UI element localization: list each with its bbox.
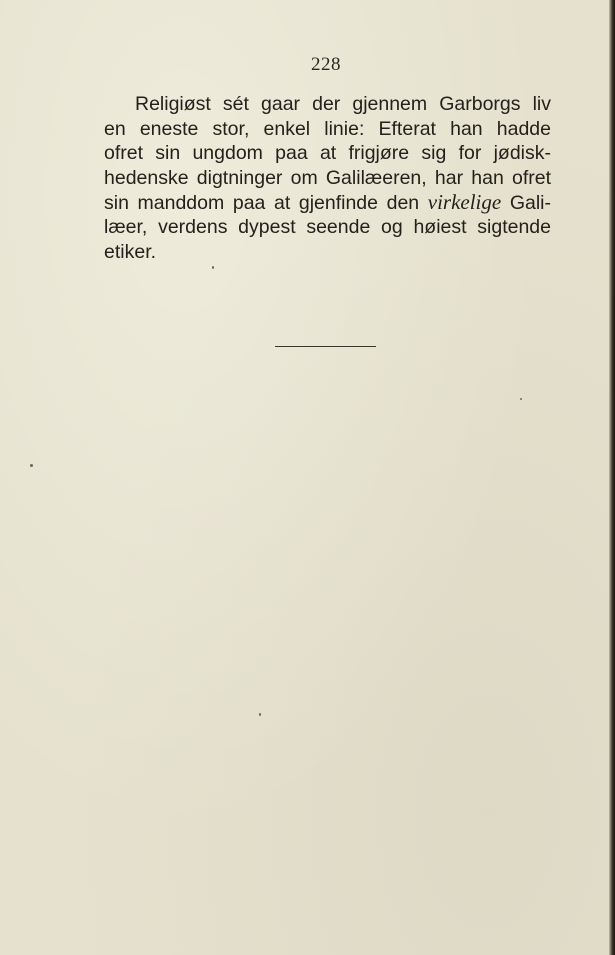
- paragraph-line-5: [104, 190, 551, 215]
- paragraph-line-6: læer, verdens dypest seende og høiest sigtende: [104, 215, 551, 238]
- page-number: 228: [311, 54, 341, 75]
- paper-speck: [30, 464, 33, 467]
- page-edge-shadow: [609, 0, 615, 955]
- line-5-text-before: sin manddom paa at gjenfinde den: [104, 192, 428, 215]
- line-5-text-after: Gali-: [501, 192, 551, 215]
- paragraph-line-3: ofret sin ungdom paa at frigjøre sig for jødisk-: [104, 142, 551, 165]
- paragraph-line-4: hedenske digtninger om Galilæeren, har han ofret: [104, 166, 551, 189]
- paper-speck: [259, 713, 261, 716]
- emphasized-word: virkelige: [427, 190, 502, 215]
- paragraph-line-7: etiker.: [104, 240, 157, 263]
- paragraph-line-1: Religiøst sét gaar der gjennem Garborgs liv: [135, 93, 551, 115]
- paper-speck: [520, 398, 522, 400]
- section-divider: [275, 346, 376, 347]
- paragraph-line-2: en eneste stor, enkel linie: Efterat han hadde: [104, 117, 551, 140]
- paragraph: [104, 92, 551, 264]
- paper-speck: [212, 266, 214, 269]
